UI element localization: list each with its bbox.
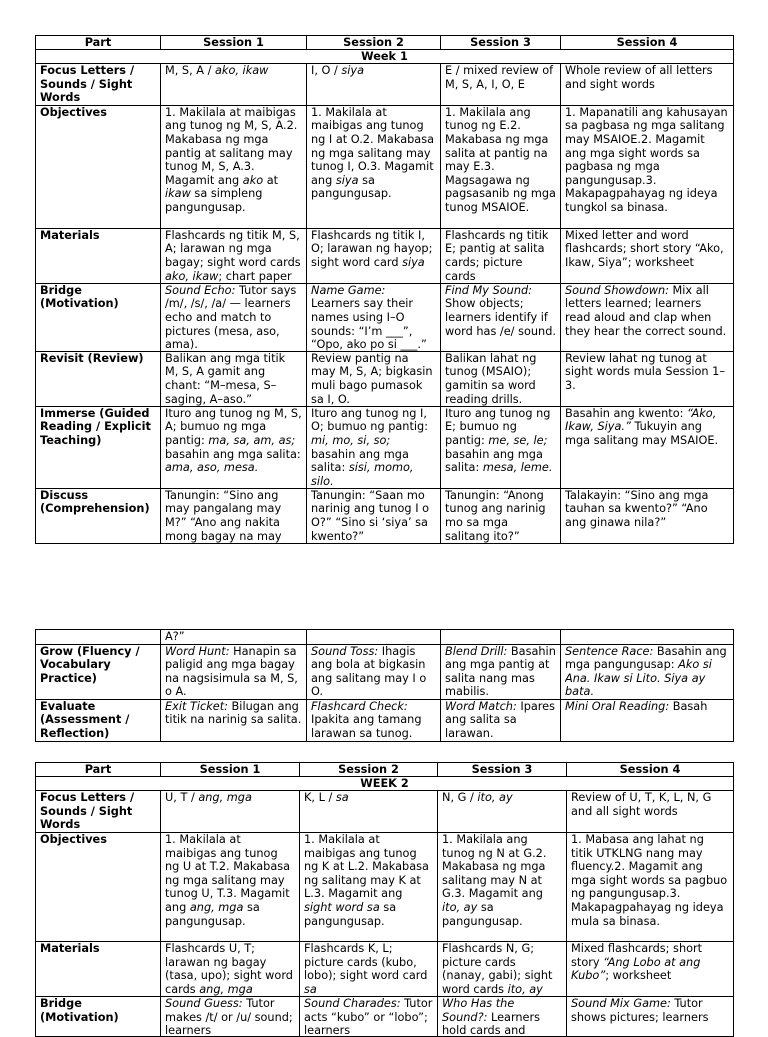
row-label: Discuss (Comprehension)	[36, 488, 161, 543]
session-2-cell	[307, 488, 441, 543]
text-run: 1. Mapanatili ang kahusayan sa pagbasa ng mga salitang may MSAIOE.2. Magamit ang mga sight words sa pagbasa ng mga pangungusap.3. Makapagpahayag ng ideya tungkol sa binasa.	[565, 105, 728, 214]
italic-text-run: sight word sa	[304, 900, 380, 914]
italic-text-run: sa	[335, 791, 349, 804]
table-header-row	[36, 763, 734, 777]
cell-text	[565, 489, 729, 543]
text-run: Ituro ang tunog ng E; bumuo ng pantig:	[445, 406, 551, 447]
italic-text-run: ito, ay	[477, 791, 513, 804]
italic-text-run: sisi, momo, silo.	[311, 461, 414, 488]
cell-text	[165, 64, 302, 104]
table-row-materials	[36, 942, 734, 997]
header-session-4: Session 4	[567, 763, 734, 777]
text-run: Learners hold cards and	[442, 1010, 541, 1036]
cell-text	[442, 833, 562, 941]
session-4-cell	[561, 351, 734, 406]
session-1-cell	[161, 791, 300, 833]
cell-text	[571, 942, 729, 996]
session-2-cell	[307, 630, 441, 645]
text-run: A?”	[165, 630, 185, 643]
session-2-cell	[300, 791, 438, 833]
cell-text	[445, 64, 556, 104]
cell-text	[311, 489, 436, 543]
cell-text	[165, 700, 302, 741]
week-label: WEEK 2	[36, 777, 734, 791]
row-label: Objectives	[36, 105, 161, 228]
table-row-continued	[36, 630, 734, 645]
italic-text-run: ako, ikaw	[165, 269, 219, 283]
text-run: basahin ang mga salita:	[311, 447, 409, 475]
text-run: Basah	[669, 699, 708, 713]
header-session-3: Session 3	[441, 36, 561, 50]
italic-text-run: ikaw	[165, 187, 191, 201]
text-run: Tanungin: “Saan mo narinig ang tunog I o O?” “Sino si ‘siya’ sa kwento?”	[311, 488, 430, 543]
text-run: Talakayin: “Sino ang mga tauhan sa kwento?” “Ano ang ginawa nila?”	[565, 488, 709, 529]
italic-text-run: Flashcard Check:	[311, 699, 408, 713]
italic-text-run: ama, aso, mesa.	[165, 461, 259, 475]
italic-text-run: ang, mga	[199, 982, 253, 996]
session-1-cell	[161, 283, 307, 351]
text-run: Basahin ang mga pantig at salita nang mas mabilis.	[445, 644, 556, 699]
cell-text	[165, 407, 302, 488]
session-1-cell	[161, 64, 307, 106]
session-4-cell	[561, 64, 734, 106]
session-3-cell	[441, 488, 561, 543]
cell-text	[445, 700, 556, 741]
row-label: Immerse (Guided Reading / Explicit Teaching)	[36, 406, 161, 488]
session-1-cell	[161, 228, 307, 283]
session-1-cell	[161, 699, 307, 741]
table-row-focus-letters-sounds-sight-words	[36, 791, 734, 833]
cell-text	[311, 64, 436, 104]
row-label: Grow (Fluency / Vocabulary Practice)	[36, 644, 161, 699]
header-session-1: Session 1	[161, 763, 300, 777]
text-run: sa pangungusap.	[165, 900, 260, 928]
header-part: Part	[36, 36, 161, 50]
session-3-cell	[441, 64, 561, 106]
table-row-focus-letters-sounds-sight-words	[36, 64, 734, 106]
session-1-cell	[161, 406, 307, 488]
cell-text	[165, 833, 295, 941]
text-run: Mixed letter and word flashcards; short story “Ako, Ikaw, Siya”; worksheet	[565, 228, 724, 269]
header-session-2: Session 2	[300, 763, 438, 777]
text-run: Tutor acts “kubo” or “lobo”; learners	[304, 997, 433, 1036]
row-label: Evaluate (Assessment / Reflection)	[36, 699, 161, 741]
cell-text	[165, 284, 302, 351]
text-run: Whole review of all letters and sight words	[565, 64, 713, 91]
table-row-materials	[36, 228, 734, 283]
cell-text	[304, 791, 433, 832]
text-run: Mix all letters learned; learners read aloud and clap when they hear the correct sound.	[565, 283, 727, 338]
session-4-cell	[567, 942, 734, 997]
session-2-cell	[300, 833, 438, 942]
row-label: Bridge (Motivation)	[36, 997, 161, 1037]
text-run: Hanapin sa paligid ang mga bagay na nagsisimula sa M, S, o A.	[165, 644, 298, 699]
cell-text	[445, 352, 556, 406]
cell-text	[165, 106, 302, 228]
cell-text	[565, 700, 729, 741]
text-run: Flashcards ng titik M, S, A; larawan ng mga bagay; sight word cards	[165, 228, 301, 269]
cell-text	[304, 997, 433, 1036]
cell-text	[442, 791, 562, 832]
text-run: Basahin ang mga pangungusap:	[565, 644, 727, 672]
week2-lesson-table	[35, 762, 734, 1037]
session-3-cell	[438, 997, 567, 1037]
italic-text-run: Who Has the Sound?:	[442, 997, 515, 1024]
session-2-cell	[307, 699, 441, 741]
text-run: basahin ang mga salita:	[445, 447, 543, 475]
week1-continued-rows	[36, 630, 734, 742]
session-3-cell	[438, 833, 567, 942]
session-3-cell	[441, 406, 561, 488]
session-4-cell	[561, 105, 734, 228]
cell-text	[311, 407, 436, 488]
header-session-1: Session 1	[161, 36, 307, 50]
cell-text	[442, 942, 562, 996]
text-run: Flashcards ng titik I, O; larawan ng hayop; sight word card	[311, 228, 433, 269]
cell-text	[445, 645, 556, 699]
text-run: Review of U, T, K, L, N, G and all sight words	[571, 791, 712, 818]
text-run: 1. Makilala ang tunog ng E.2. Makabasa ng mga salita at pantig na may E.3. Magsagawa ng pagsasanib ng mga tunog MSAIOE.	[445, 105, 556, 214]
table-row-objectives	[36, 833, 734, 942]
italic-text-run: Sound Guess:	[165, 997, 243, 1010]
table-row-bridge	[36, 997, 734, 1037]
text-run: Mixed flashcards; short story	[571, 942, 703, 969]
table-header-row	[36, 36, 734, 50]
session-4-cell	[567, 791, 734, 833]
cell-text	[565, 645, 729, 699]
italic-text-run: Sound Toss:	[311, 644, 379, 658]
text-run: Flashcards N, G; picture cards (nanay, gabi); sight word cards	[442, 942, 553, 996]
session-2-cell	[307, 351, 441, 406]
italic-text-run: sa	[304, 982, 317, 996]
text-run: basahin ang mga salita:	[165, 447, 301, 461]
cell-text	[311, 352, 436, 406]
cell-text	[445, 106, 556, 228]
cell-text	[311, 700, 436, 741]
session-4-cell	[561, 488, 734, 543]
cell-text	[304, 942, 433, 996]
text-run: sa pangungusap.	[311, 173, 392, 201]
italic-text-run: Sound Charades:	[304, 997, 401, 1010]
cell-text	[311, 229, 436, 283]
session-1-cell	[161, 351, 307, 406]
session-4-cell	[561, 406, 734, 488]
cell-text	[571, 791, 729, 832]
row-label: Objectives	[36, 833, 161, 942]
text-run: Ipares ang salita sa larawan.	[445, 699, 556, 740]
row-label: Materials	[36, 228, 161, 283]
session-1-cell	[161, 644, 307, 699]
text-run: 1. Mabasa ang lahat ng titik UTKLNG nang may fluency.2. Magamit ang mga sight words sa pagbuo ng pangungusap.3. Makapagpahayag ng ideya mula sa binasa.	[571, 833, 728, 928]
italic-text-run: Mini Oral Reading:	[565, 699, 670, 713]
header-part: Part	[36, 763, 161, 777]
cell-text	[565, 352, 729, 406]
text-run: Flashcards ng titik E; pantig at salita cards; picture cards	[445, 228, 549, 283]
italic-text-run: siya	[335, 173, 359, 187]
session-1-cell	[161, 105, 307, 228]
text-run: 1. Makilala ang tunog ng N at G.2. Makabasa ng mga salitang may N at G.3. Magamit ang	[442, 833, 547, 901]
italic-text-run: ang, mga	[189, 900, 244, 914]
italic-text-run: me, se, le;	[488, 433, 548, 447]
text-run: ; chart paper	[218, 269, 292, 283]
row-label-cell	[36, 630, 161, 645]
text-run: sa pangungusap.	[304, 900, 397, 928]
session-3-cell	[441, 351, 561, 406]
session-3-cell	[438, 942, 567, 997]
italic-text-run: Sound Mix Game:	[571, 997, 671, 1010]
session-1-cell	[161, 488, 307, 543]
italic-text-run: siya	[402, 255, 425, 269]
cell-text	[565, 407, 729, 488]
table-row-bridge	[36, 283, 734, 351]
italic-text-run: ma, sa, am, as;	[208, 433, 296, 447]
text-run: Tutor shows pictures; learners	[571, 997, 709, 1024]
session-3-cell	[441, 283, 561, 351]
cell-text	[311, 284, 436, 351]
text-run: Tutor makes /t/ or /u/ sound; learners	[165, 997, 293, 1036]
session-2-cell	[307, 64, 441, 106]
italic-text-run: Sound Showdown:	[565, 283, 669, 297]
table-row-evaluate	[36, 699, 734, 741]
italic-text-run: “Ang Lobo at ang Kubo”	[571, 955, 701, 983]
week1-rows	[36, 64, 734, 544]
session-4-cell	[567, 833, 734, 942]
text-run: 1. Makilala at maibigas ang tunog ng U at T.2. Makabasa ng mga salitang may tunog U, T.3. Magamit ang	[165, 833, 291, 914]
cell-text	[311, 106, 436, 228]
cell-text	[565, 229, 729, 283]
italic-text-run: ang, mga	[198, 791, 252, 804]
week2-rows	[36, 791, 734, 1037]
cell-text	[565, 64, 729, 104]
week-label: Week 1	[36, 50, 734, 64]
cell-text	[445, 407, 556, 488]
italic-text-run: Find My Sound:	[445, 283, 532, 297]
italic-text-run: “Ako, Ikaw, Siya.”	[565, 406, 717, 434]
text-run: Flashcards U, T; larawan ng bagay (tasa, upo); sight word cards	[165, 942, 293, 996]
row-label: Focus Letters / Sounds / Sight Words	[36, 64, 161, 106]
session-2-cell	[307, 105, 441, 228]
italic-text-run: mi, mo, si, so;	[311, 433, 391, 447]
session-2-cell	[307, 228, 441, 283]
week-row	[36, 777, 734, 791]
cell-text	[445, 229, 556, 283]
text-run: Review pantig na may M, S, A; bigkasin muli bago pumasok sa I, O.	[311, 351, 433, 406]
row-label: Bridge (Motivation)	[36, 283, 161, 351]
italic-text-run: Name Game:	[311, 283, 386, 297]
text-run: Tutor says /m/, /s/, /a/ — learners echo and match to pictures (mesa, aso, ama).	[165, 283, 297, 351]
italic-text-run: Exit Ticket:	[165, 699, 228, 713]
cell-text	[442, 997, 562, 1036]
text-run: E / mixed review of M, S, A, I, O, E	[445, 64, 554, 91]
italic-text-run: Sentence Race:	[565, 644, 654, 658]
text-run: N, G /	[442, 791, 478, 804]
session-4-cell	[567, 997, 734, 1037]
cell-text	[165, 229, 302, 283]
text-run: Bilugan ang titik na narinig sa salita.	[165, 699, 302, 727]
session-3-cell	[441, 630, 561, 645]
text-run: Flashcards K, L; picture cards (kubo, lobo); sight word card	[304, 942, 428, 983]
text-run: Basahin ang kwento:	[565, 406, 688, 420]
session-1-cell	[161, 630, 307, 645]
session-1-cell	[161, 942, 300, 997]
cell-text	[311, 645, 436, 699]
table-row-revisit	[36, 351, 734, 406]
session-2-cell	[307, 644, 441, 699]
session-3-cell	[441, 699, 561, 741]
text-run: K, L /	[304, 791, 336, 804]
text-run: Balikan lahat ng tunog (MSAIO); gamitin sa word reading drills.	[445, 351, 537, 406]
row-label: Materials	[36, 942, 161, 997]
session-2-cell	[300, 997, 438, 1037]
cell-text	[304, 833, 433, 941]
text-run: sa pangungusap.	[442, 900, 523, 928]
row-label: Revisit (Review)	[36, 351, 161, 406]
row-label: Focus Letters / Sounds / Sight Words	[36, 791, 161, 833]
table-row-discuss	[36, 488, 734, 543]
italic-text-run: mesa, leme.	[482, 461, 553, 475]
text-run: 1. Makilala at maibigas ang tunog ng M, S, A.2. Makabasa ng mga pantig at salitang may tunog M, S, A.3. Magamit ang	[165, 105, 298, 187]
text-run: 1. Makilala at maibigas ang tunog ng I at O.2. Makabasa ng mga salitang may tunog I, O.3. Magamit ang	[311, 105, 435, 187]
session-4-cell	[561, 699, 734, 741]
cell-text	[571, 997, 729, 1036]
cell-text	[165, 352, 302, 406]
session-2-cell	[300, 942, 438, 997]
table-row-objectives	[36, 105, 734, 228]
text-run: at	[263, 173, 279, 187]
table-row-immerse	[36, 406, 734, 488]
text-run: Ihagis ang bola at bigkasin ang salitang may I o O.	[311, 644, 427, 699]
text-run: Learners say their names using I–O sounds: “I’m ___”, “Opo, ako po si ___.”	[311, 297, 427, 351]
cell-text	[565, 284, 729, 351]
text-run: Show objects; learners identify if word has /e/ sound.	[445, 297, 556, 338]
cell-text	[165, 942, 295, 996]
cell-text	[571, 833, 729, 941]
cell-text	[165, 645, 302, 699]
table-row-grow	[36, 644, 734, 699]
session-4-cell	[561, 228, 734, 283]
session-3-cell	[441, 228, 561, 283]
header-session-4: Session 4	[561, 36, 734, 50]
text-run: Balikan ang mga titik M, S, A gamit ang chant: “M–mesa, S–saging, A–aso.”	[165, 351, 286, 406]
session-3-cell	[441, 105, 561, 228]
text-run: ; worksheet	[605, 969, 672, 983]
session-2-cell	[307, 283, 441, 351]
italic-text-run: ito, ay	[507, 982, 543, 996]
text-run: U, T /	[165, 791, 199, 804]
text-run: M, S, A /	[165, 64, 215, 77]
text-run: Ipakita ang tamang larawan sa tunog.	[311, 713, 422, 740]
header-session-2: Session 2	[307, 36, 441, 50]
cell-text	[445, 489, 556, 543]
italic-text-run: ako	[242, 173, 264, 187]
cell-text	[165, 489, 302, 543]
session-1-cell	[161, 833, 300, 942]
session-4-cell	[561, 283, 734, 351]
week-row	[36, 50, 734, 64]
session-1-cell	[161, 997, 300, 1037]
italic-text-run: Word Hunt:	[165, 644, 230, 658]
text-run: Review lahat ng tunog at sight words mula Session 1–3.	[565, 351, 725, 392]
cell-text	[565, 106, 729, 228]
session-2-cell	[307, 406, 441, 488]
text-run: sa simpleng pangungusap.	[165, 187, 263, 214]
text-run: Tukuyin ang mga salitang may MSAIOE.	[565, 420, 719, 447]
session-4-cell	[561, 644, 734, 699]
week1-continued-table	[35, 629, 734, 742]
cell-text	[165, 791, 295, 832]
text-run: Tanungin: “Anong tunog ang narinig mo sa mga salitang ito?”	[445, 488, 546, 543]
week1-lesson-table	[35, 35, 734, 544]
session-3-cell	[441, 644, 561, 699]
text-run: Tanungin: “Sino ang may pangalang may M?” “Ano ang nakita mong bagay na may	[165, 488, 282, 543]
italic-text-run: Blend Drill:	[445, 644, 508, 658]
italic-text-run: Ako si Ana. Ikaw si Lito. Siya ay bata.	[565, 658, 712, 699]
italic-text-run: ako, ikaw	[215, 64, 269, 77]
italic-text-run: siya	[341, 64, 365, 77]
header-session-3: Session 3	[438, 763, 567, 777]
cell-text	[165, 997, 295, 1036]
text-run: Ituro ang tunog ng I, O; bumuo ng pantig:	[311, 406, 429, 434]
session-3-cell	[438, 791, 567, 833]
cell-text	[445, 284, 556, 351]
italic-text-run: Sound Echo:	[165, 283, 236, 297]
italic-text-run: ito, ay	[442, 900, 478, 914]
text-run: I, O /	[311, 64, 342, 77]
text-run: 1. Makilala at maibigas ang tunog ng K at L.2. Makabasa ng salitang may K at L.3. Magamit ang	[304, 833, 429, 901]
session-4-cell	[561, 630, 734, 645]
text-run: Ituro ang tunog ng M, S, A; bumuo ng mga pantig:	[165, 406, 302, 447]
italic-text-run: Word Match:	[445, 699, 517, 713]
